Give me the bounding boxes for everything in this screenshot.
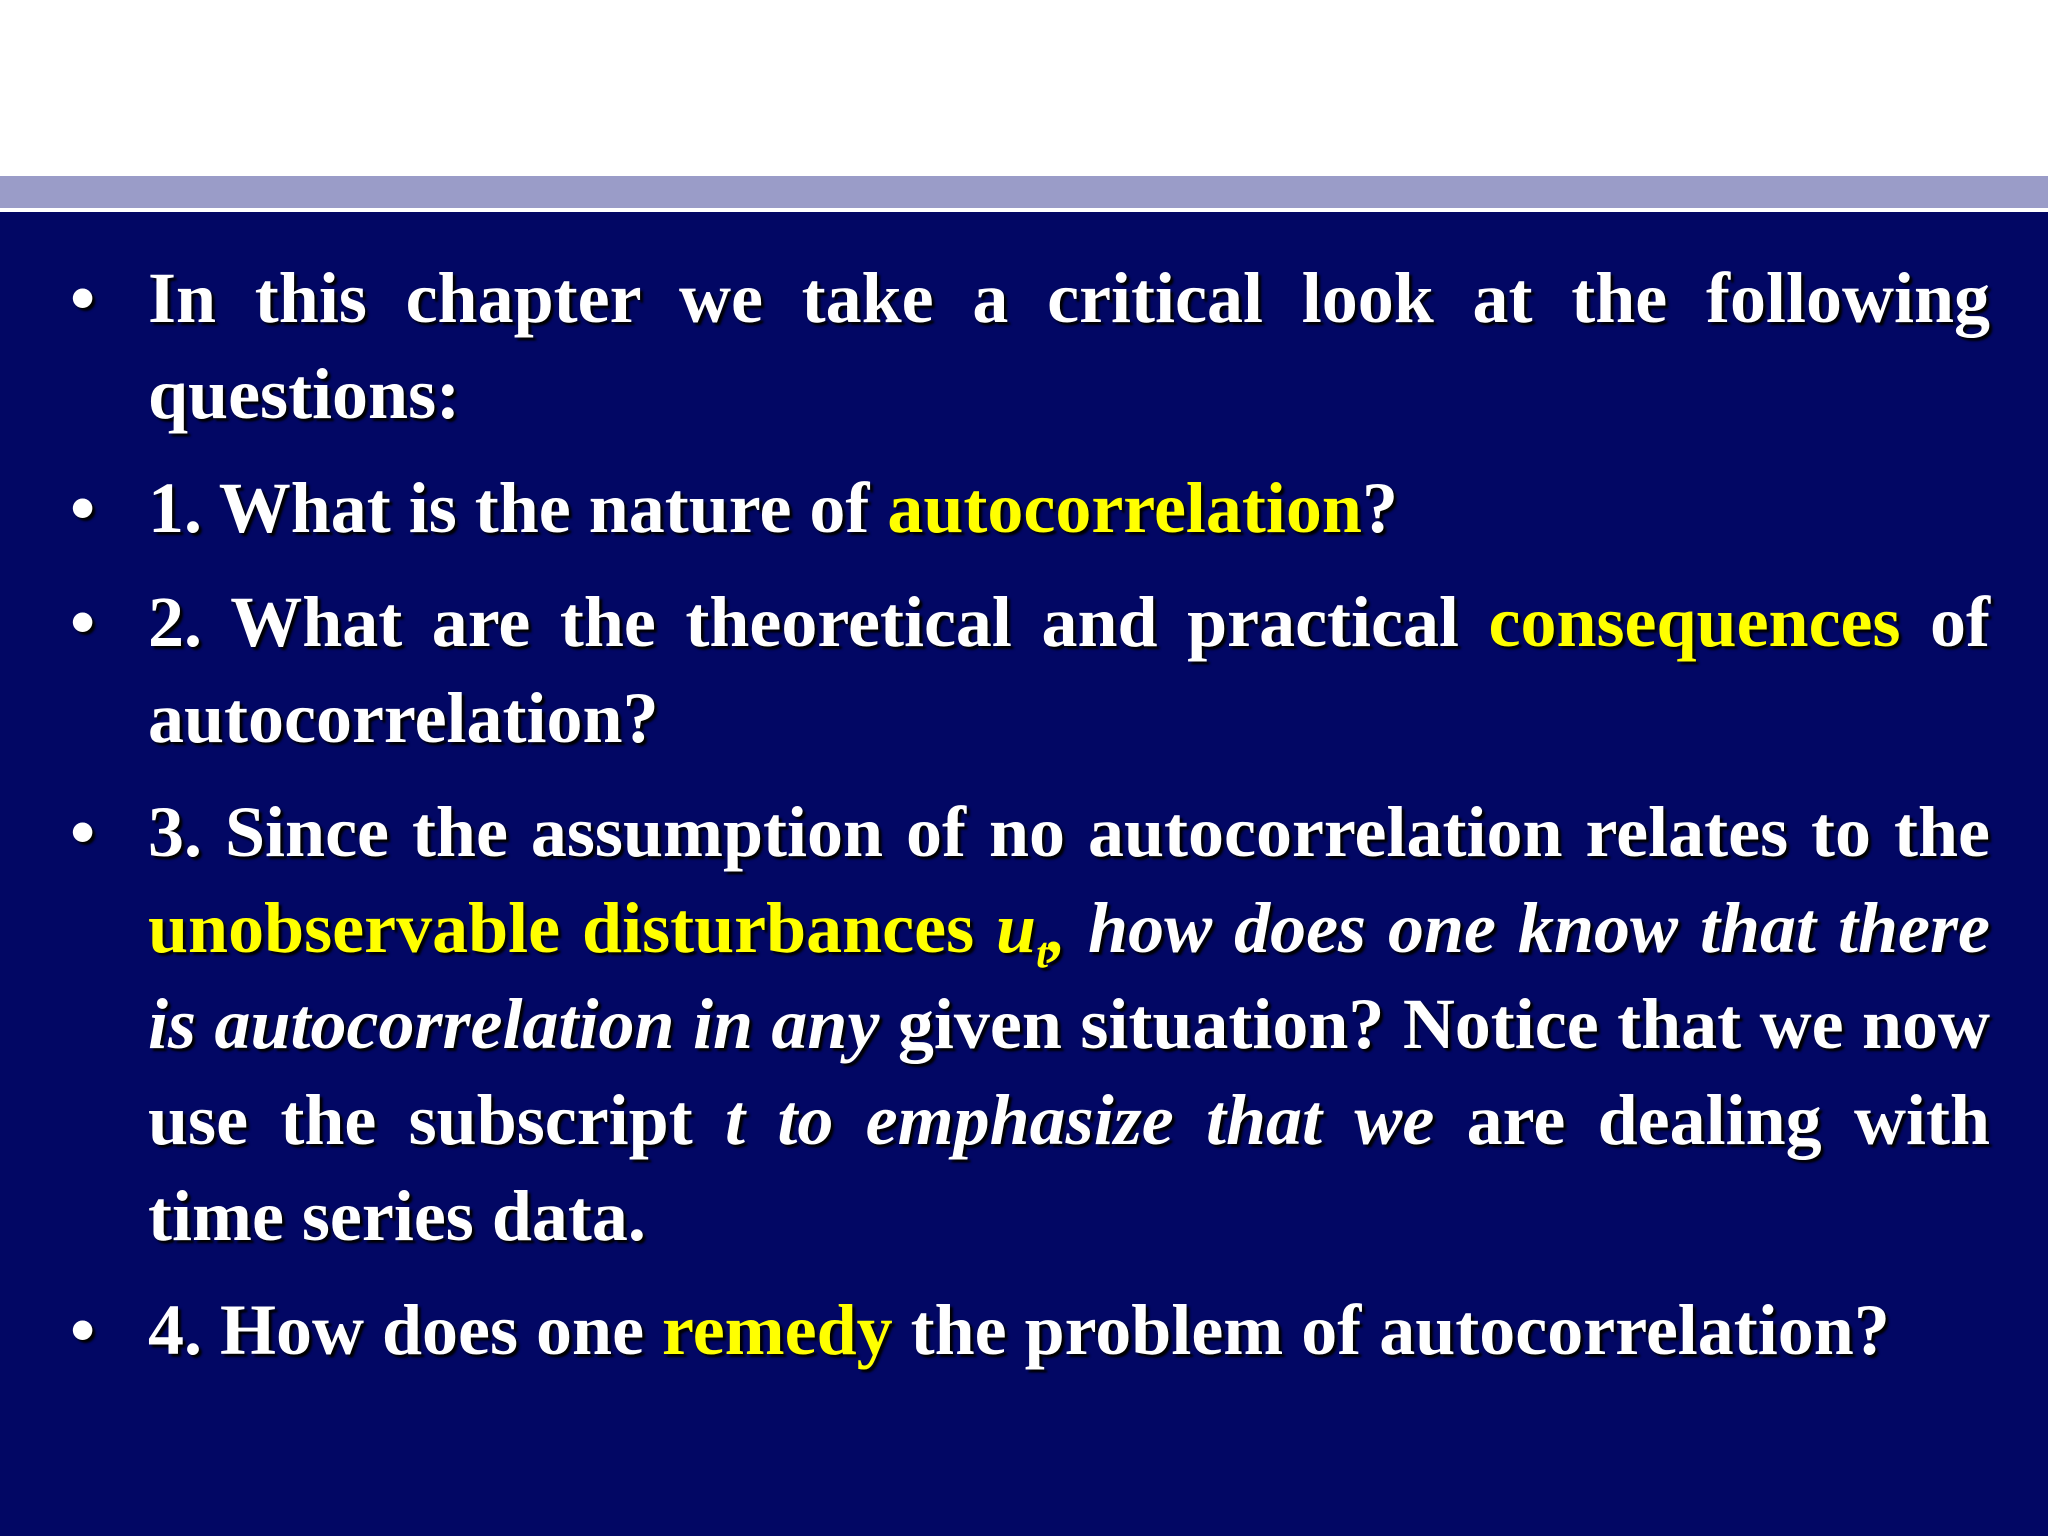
bullet-text: the problem of autocorrelation?	[892, 1290, 1890, 1370]
bullet-text: 1. What is the nature of	[148, 468, 888, 548]
bullet-text: ?	[1361, 468, 1398, 548]
bullet-dot-icon: •	[70, 468, 96, 548]
bullet-dot-icon: •	[70, 1290, 96, 1370]
bullet-text: 4. How does one	[148, 1290, 663, 1370]
accent-band	[0, 176, 2048, 208]
bullet-dot-icon: •	[70, 792, 96, 872]
bullet-text: are dealing with time series data.	[148, 1080, 1991, 1256]
bullet-dot-icon: •	[70, 258, 96, 338]
bullet-text: 3. Since the assumption of no autocorrelation relates to the	[148, 792, 1990, 872]
bullet-text: In this chapter we take a critical look at the following questions:	[148, 258, 1990, 434]
bullet-question-2	[60, 574, 1990, 766]
bullet-question-3	[60, 784, 1990, 1264]
disturbance-variable	[996, 888, 1067, 978]
bullet-text: given situation? Notice that we now use the subscript	[148, 984, 1991, 1160]
highlight-term: consequences	[1488, 582, 1901, 662]
highlight-term: autocorrelation	[887, 468, 1362, 548]
bullet-intro	[60, 250, 1990, 442]
variable-symbol: u	[996, 888, 1037, 968]
bullet-question-1	[60, 460, 1990, 556]
bullet-text: 2. What are the theoretical and practical	[148, 582, 1489, 662]
slide-header-area	[0, 0, 2048, 176]
variable-subscript: t	[1036, 930, 1049, 978]
highlight-term: remedy	[662, 1290, 893, 1370]
bullet-list	[60, 250, 1990, 1396]
italic-text: t to emphasize that we	[725, 1080, 1435, 1160]
bullet-dot-icon: •	[70, 582, 96, 662]
bullet-question-4	[60, 1282, 1990, 1378]
bullet-text: of autocorrelation?	[148, 582, 1990, 758]
italic-text: how does one know that there is autocorrelation in any	[148, 888, 1990, 1064]
highlight-term: unobservable disturbances	[148, 888, 997, 968]
variable-comma: ,	[1048, 888, 1067, 968]
